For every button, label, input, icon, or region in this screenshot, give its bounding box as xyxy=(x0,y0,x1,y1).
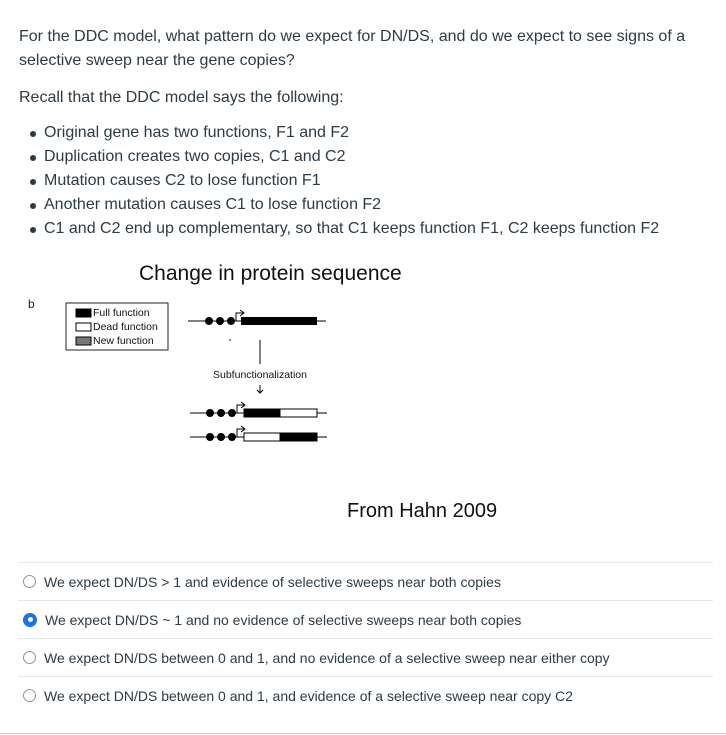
answer-option-1[interactable] xyxy=(18,562,713,600)
radio-button[interactable] xyxy=(23,575,36,588)
answer-label[interactable]: We expect DN/DS > 1 and evidence of selective sweeps near both copies xyxy=(44,573,501,590)
original-gene xyxy=(188,310,326,325)
divider xyxy=(0,733,726,734)
answer-label[interactable]: We expect DN/DS between 0 and 1, and no evidence of a selective sweep near either copy xyxy=(44,649,610,666)
recall-text: Recall that the DDC model says the following: xyxy=(19,89,344,106)
list-item: Mutation causes C2 to lose function F1 xyxy=(19,169,659,193)
radio-button[interactable] xyxy=(23,689,36,702)
answer-option-3[interactable] xyxy=(18,638,713,676)
list-item: C1 and C2 end up complementary, so that C1 keeps function F1, C2 keeps function F2 xyxy=(19,217,659,241)
answer-options xyxy=(18,562,713,714)
answer-option-2[interactable] xyxy=(18,600,713,638)
gene-copy-c1 xyxy=(190,402,327,417)
down-arrow-icon xyxy=(257,385,263,393)
answer-label[interactable]: We expect DN/DS between 0 and 1, and evidence of a selective sweep near copy C2 xyxy=(44,687,573,704)
question-text: For the DDC model, what pattern do we expect for DN/DS, and do we expect to see signs of a selective sweep near the gene copies? xyxy=(19,28,686,69)
radio-button[interactable] xyxy=(23,651,36,664)
panel-label: b xyxy=(28,297,35,311)
list-item: Original gene has two functions, F1 and F2 xyxy=(19,121,659,145)
radio-button-selected[interactable] xyxy=(23,613,37,627)
legend-label-dead: Dead function xyxy=(93,321,158,333)
ddc-model-list xyxy=(19,121,659,241)
legend-swatch-new xyxy=(76,337,91,345)
legend-label-full: Full function xyxy=(93,307,150,319)
list-item: Duplication creates two copies, C1 and C2 xyxy=(19,145,659,169)
answer-option-4[interactable] xyxy=(18,676,713,714)
legend-swatch-dead xyxy=(76,323,91,331)
gene-copy-c2 xyxy=(190,426,327,441)
subfunctionalization-diagram xyxy=(20,290,340,450)
process-label: Subfunctionalization xyxy=(213,369,307,381)
figure-title: Change in protein sequence xyxy=(139,262,402,285)
list-item: Another mutation causes C1 to lose function F2 xyxy=(19,193,659,217)
legend-label-new: New function xyxy=(93,335,154,347)
dot xyxy=(229,339,231,341)
figure-credit: From Hahn 2009 xyxy=(347,500,498,522)
legend-swatch-full xyxy=(76,309,91,317)
answer-label[interactable]: We expect DN/DS ~ 1 and no evidence of selective sweeps near both copies xyxy=(45,611,522,628)
